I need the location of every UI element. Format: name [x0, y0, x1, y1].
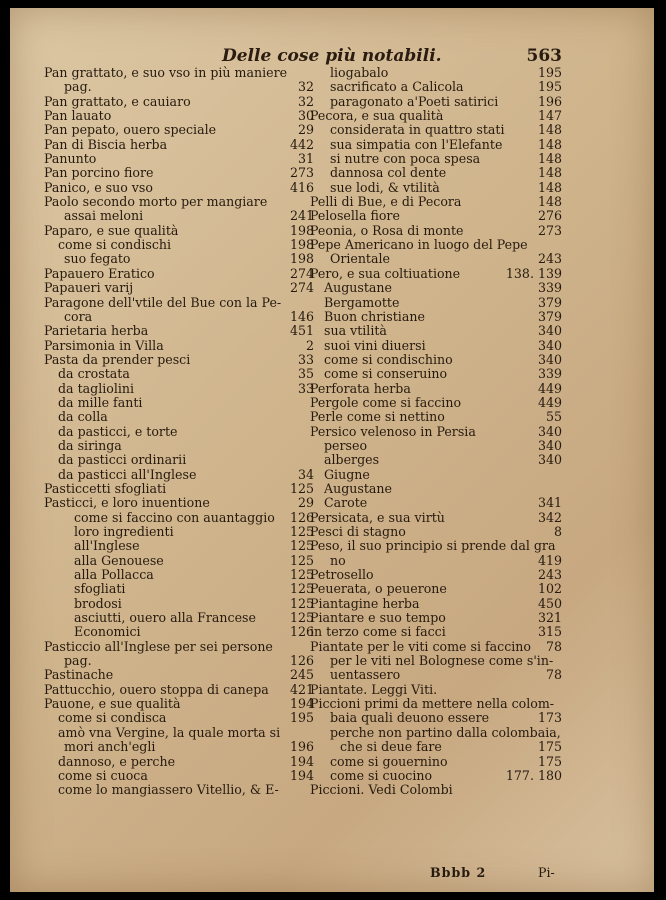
entry-page-ref: 125: [289, 524, 314, 539]
entry-text: alla Genouese: [74, 552, 164, 568]
index-entry: [44, 252, 314, 266]
entry-page-ref: 340: [537, 337, 562, 353]
entry-page-ref: 196: [537, 93, 562, 109]
index-entry: [310, 568, 562, 582]
entry-page-ref: 340: [537, 452, 562, 468]
entry-page-ref: 273: [289, 165, 314, 181]
index-entry: [310, 654, 562, 668]
index-entry: [44, 382, 314, 396]
index-entry: [44, 482, 314, 496]
entry-text: per le viti nel Bolognese come s'in-: [330, 653, 554, 669]
entry-page-ref: 148: [537, 136, 562, 152]
entry-text: pag.: [64, 653, 92, 669]
entry-text: da crostata: [58, 366, 130, 382]
index-entry: [44, 726, 314, 740]
entry-page-ref: 195: [537, 65, 562, 80]
entry-page-ref: 125: [289, 595, 314, 611]
entry-text: Augustane: [324, 280, 392, 296]
index-entry: [44, 640, 314, 654]
entry-page-ref: 196: [289, 739, 314, 755]
index-entry: [44, 66, 314, 80]
entry-page-ref: 78: [545, 638, 562, 654]
index-entry: [44, 152, 314, 166]
index-entry: [310, 711, 562, 725]
index-entry: [310, 238, 562, 252]
entry-text: Persico velenoso in Persia: [310, 423, 476, 439]
entry-page-ref: 78: [545, 667, 562, 683]
index-entry: [44, 783, 314, 797]
index-entry: [44, 367, 314, 381]
index-entry: [44, 95, 314, 109]
entry-text: Piccioni primi da mettere nella colom-: [310, 696, 555, 712]
index-entry: [310, 539, 562, 553]
index-entry: [310, 367, 562, 381]
entry-page-ref: 379: [537, 294, 562, 310]
entry-text: da siringa: [58, 437, 122, 453]
entry-text: considerata in quattro stati: [330, 122, 505, 138]
index-entry: [310, 195, 562, 209]
index-entry: [310, 382, 562, 396]
entry-text: Orientale: [330, 251, 390, 267]
index-entry: [310, 66, 562, 80]
entry-page-ref: 421: [289, 681, 314, 697]
entry-text: pag.: [64, 79, 92, 95]
entry-text: Pelli di Bue, e di Pecora: [310, 194, 462, 210]
index-entry: [44, 109, 314, 123]
entry-text: Paragone dell'vtile del Bue con la Pe-: [44, 294, 282, 310]
entry-text: Paparo, e sue qualità: [44, 222, 179, 238]
index-entry: [44, 439, 314, 453]
entry-text: brodosi: [74, 595, 122, 611]
signature-mark: Bbbb 2: [430, 865, 487, 880]
entry-text: mori anch'egli: [64, 739, 156, 755]
index-entry: [44, 396, 314, 410]
entry-page-ref: 177. 180: [505, 767, 562, 783]
page-number: 563: [526, 46, 562, 66]
entry-text: come si gouernino: [330, 753, 448, 769]
entry-text: come si condischino: [324, 351, 453, 367]
catchword: Pi-: [538, 865, 555, 880]
index-entry: [310, 281, 562, 295]
entry-text: Pattucchio, ouero stoppa di canepa: [44, 681, 269, 697]
entry-text: come si cuocino: [330, 767, 433, 783]
index-entry: [310, 668, 562, 682]
entry-page-ref: 416: [289, 179, 314, 195]
entry-page-ref: 126: [289, 624, 314, 640]
entry-page-ref: 102: [537, 581, 562, 597]
entry-text: paragonato a'Poeti satirici: [330, 93, 499, 109]
entry-text: Peso, il suo principio si prende dal gra: [310, 538, 556, 554]
index-entry: [310, 425, 562, 439]
index-entry: [310, 496, 562, 510]
entry-page-ref: 125: [289, 538, 314, 554]
entry-page-ref: 30: [297, 108, 314, 124]
index-entry: [44, 525, 314, 539]
index-column-left: [44, 66, 314, 798]
index-entry: [44, 611, 314, 625]
index-entry: [310, 80, 562, 94]
entry-text: Pero, e sua coltiuatione: [310, 265, 461, 281]
entry-page-ref: 125: [289, 581, 314, 597]
entry-page-ref: 194: [289, 767, 314, 783]
entry-page-ref: 274: [289, 280, 314, 296]
entry-text: assai meloni: [64, 208, 144, 224]
entry-text: Pergole come si faccino: [310, 394, 462, 410]
entry-page-ref: 29: [297, 122, 314, 138]
entry-page-ref: 194: [289, 696, 314, 712]
entry-page-ref: 33: [297, 351, 314, 367]
index-entry: [44, 410, 314, 424]
entry-page-ref: 198: [289, 222, 314, 238]
index-entry: [310, 755, 562, 769]
entry-text: suoi vini diuersi: [324, 337, 426, 353]
entry-text: suo fegato: [64, 251, 131, 267]
entry-text: si nutre con poca spesa: [330, 151, 481, 167]
index-entry: [44, 683, 314, 697]
entry-page-ref: 32: [297, 79, 314, 95]
entry-page-ref: 450: [537, 595, 562, 611]
index-entry: [310, 138, 562, 152]
index-entry: [310, 640, 562, 654]
entry-page-ref: 198: [289, 237, 314, 253]
entry-text: amò vna Vergine, la quale morta si: [58, 724, 281, 740]
index-entry: [44, 238, 314, 252]
entry-page-ref: 35: [297, 366, 314, 382]
entry-text: come si cuoca: [58, 767, 148, 783]
entry-text: Piccioni. Vedi Colombi: [310, 782, 453, 798]
entry-page-ref: 34: [297, 466, 314, 482]
entry-text: Panunto: [44, 151, 97, 167]
index-entry: [44, 281, 314, 295]
entry-page-ref: 340: [537, 437, 562, 453]
index-entry: [44, 224, 314, 238]
index-entry: [44, 668, 314, 682]
entry-page-ref: 273: [537, 222, 562, 238]
index-entry: [44, 582, 314, 596]
entry-page-ref: 32: [297, 93, 314, 109]
index-entry: [44, 209, 314, 223]
entry-page-ref: 194: [289, 753, 314, 769]
index-entry: [310, 109, 562, 123]
index-entry: [44, 195, 314, 209]
entry-text: Giugne: [324, 466, 370, 482]
entry-text: Pepe Americano in luogo del Pepe: [310, 237, 528, 253]
index-entry: [310, 209, 562, 223]
index-entry: [310, 525, 562, 539]
index-entry: [44, 353, 314, 367]
index-entry: [310, 439, 562, 453]
entry-page-ref: 125: [289, 552, 314, 568]
index-entry: [310, 582, 562, 596]
entry-text: uentassero: [330, 667, 401, 683]
index-entry: [44, 755, 314, 769]
entry-text: sua vtilità: [324, 323, 387, 339]
index-entry: [310, 267, 562, 281]
entry-page-ref: 125: [289, 480, 314, 496]
entry-page-ref: 245: [289, 667, 314, 683]
index-entry: [310, 453, 562, 467]
entry-page-ref: 451: [289, 323, 314, 339]
entry-text: Pauone, e sue qualità: [44, 696, 181, 712]
index-entry: [44, 625, 314, 639]
entry-text: Pan grattato, e suo vso in più maniere: [44, 65, 288, 80]
entry-text: Piantate. Leggi Viti.: [310, 681, 438, 697]
index-entry: [44, 425, 314, 439]
index-entry: [310, 95, 562, 109]
entry-page-ref: 241: [289, 208, 314, 224]
entry-page-ref: 276: [537, 208, 562, 224]
entry-text: come si condisca: [58, 710, 167, 726]
entry-text: alla Pollacca: [74, 567, 154, 583]
entry-text: da pasticci, e torte: [58, 423, 178, 439]
index-entry: [310, 697, 562, 711]
entry-text: Augustane: [324, 480, 392, 496]
index-entry: [310, 224, 562, 238]
entry-text: loro ingredienti: [74, 524, 174, 539]
entry-text: Pasticcio all'Inglese per sei persone: [44, 638, 273, 654]
entry-page-ref: 138. 139: [505, 265, 562, 281]
entry-text: Parsimonia in Villa: [44, 337, 164, 353]
entry-page-ref: 125: [289, 610, 314, 626]
index-entry: [310, 310, 562, 324]
entry-text: Pan porcino fiore: [44, 165, 154, 181]
entry-text: Peonia, o Rosa di monte: [310, 222, 464, 238]
entry-text: Papaueri varij: [44, 280, 134, 296]
entry-page-ref: 442: [289, 136, 314, 152]
entry-text: da pasticci ordinarii: [58, 452, 187, 468]
entry-page-ref: 146: [289, 308, 314, 324]
index-entry: [44, 339, 314, 353]
index-entry: [310, 597, 562, 611]
entry-text: dannosa col dente: [330, 165, 447, 181]
entry-text: da tagliolini: [58, 380, 135, 396]
index-entry: [44, 181, 314, 195]
index-entry: [44, 539, 314, 553]
entry-text: Economici: [74, 624, 141, 640]
index-entry: [44, 453, 314, 467]
entry-page-ref: 449: [537, 380, 562, 396]
entry-text: cora: [64, 308, 93, 324]
entry-page-ref: 339: [537, 280, 562, 296]
entry-text: Pasticci, e loro inuentione: [44, 495, 210, 511]
entry-text: Petrosello: [310, 567, 374, 583]
entry-page-ref: 379: [537, 308, 562, 324]
entry-page-ref: 340: [537, 351, 562, 367]
entry-page-ref: 419: [537, 552, 562, 568]
entry-text: Pan lauato: [44, 108, 112, 124]
index-entry: [44, 468, 314, 482]
entry-page-ref: 126: [289, 509, 314, 525]
entry-text: Pasta da prender pesci: [44, 351, 191, 367]
entry-page-ref: 33: [297, 380, 314, 396]
index-entry: [44, 511, 314, 525]
index-entry: [310, 468, 562, 482]
index-entry: [44, 80, 314, 94]
entry-page-ref: 198: [289, 251, 314, 267]
index-entry: [310, 396, 562, 410]
entry-page-ref: 2: [305, 337, 314, 353]
entry-text: perseo: [324, 437, 368, 453]
entry-text: come si faccino con auantaggio: [74, 509, 275, 525]
entry-text: come lo mangiassero Vitellio, & E-: [58, 782, 279, 798]
entry-page-ref: 29: [297, 495, 314, 511]
index-entry: [310, 511, 562, 525]
index-entry: [310, 482, 562, 496]
entry-page-ref: 126: [289, 653, 314, 669]
entry-page-ref: 55: [545, 409, 562, 425]
index-entry: [310, 252, 562, 266]
entry-text: Paolo secondo morto per mangiare: [44, 194, 268, 210]
entry-text: baia quali deuono essere: [330, 710, 490, 726]
index-entry: [310, 166, 562, 180]
entry-text: dannoso, e perche: [58, 753, 176, 769]
entry-page-ref: 195: [537, 79, 562, 95]
entry-text: Perle come si nettino: [310, 409, 445, 425]
entry-text: alberges: [324, 452, 380, 468]
index-entry: [310, 123, 562, 137]
index-entry: [44, 166, 314, 180]
entry-text: Carote: [324, 495, 368, 511]
entry-text: Persicata, e sua virtù: [310, 509, 445, 525]
entry-text: che si deue fare: [340, 739, 442, 755]
entry-page-ref: 339: [537, 366, 562, 382]
entry-text: Pan grattato, e cauiaro: [44, 93, 191, 109]
index-entry: [44, 138, 314, 152]
index-entry: [44, 310, 314, 324]
entry-text: Pan pepato, ouero speciale: [44, 122, 217, 138]
entry-text: all'Inglese: [74, 538, 140, 554]
entry-page-ref: 243: [537, 251, 562, 267]
index-entry: [44, 568, 314, 582]
entry-text: Papauero Eratico: [44, 265, 155, 281]
entry-page-ref: 173: [537, 710, 562, 726]
entry-page-ref: 274: [289, 265, 314, 281]
entry-text: Parietaria herba: [44, 323, 149, 339]
index-entry: [44, 697, 314, 711]
entry-text: Peuerata, o peuerone: [310, 581, 447, 597]
entry-page-ref: 148: [537, 122, 562, 138]
index-entry: [310, 769, 562, 783]
entry-page-ref: 125: [289, 567, 314, 583]
entry-text: Pasticcetti sfogliati: [44, 480, 167, 496]
entry-text: sfogliati: [74, 581, 126, 597]
entry-text: da colla: [58, 409, 108, 425]
entry-page-ref: 243: [537, 567, 562, 583]
entry-text: Buon christiane: [324, 308, 425, 324]
entry-text: Pesci di stagno: [310, 524, 406, 539]
index-entry: [44, 296, 314, 310]
index-entry: [310, 611, 562, 625]
entry-text: sue lodi, & vtilità: [330, 179, 440, 195]
entry-page-ref: 341: [537, 495, 562, 511]
entry-text: da mille fanti: [58, 394, 143, 410]
entry-page-ref: 175: [537, 739, 562, 755]
entry-page-ref: 147: [537, 108, 562, 124]
index-entry: [310, 181, 562, 195]
entry-text: in terzo come si facci: [310, 624, 446, 640]
running-title: Delle cose più notabili.: [222, 46, 442, 66]
entry-text: no: [330, 552, 346, 568]
entry-text: asciutti, ouero alla Francese: [74, 610, 256, 626]
index-entry: [310, 740, 562, 754]
entry-text: sacrificato a Calicola: [330, 79, 464, 95]
index-entry: [44, 769, 314, 783]
entry-page-ref: 8: [553, 524, 562, 539]
index-entry: [44, 496, 314, 510]
entry-page-ref: 195: [289, 710, 314, 726]
entry-page-ref: 315: [537, 624, 562, 640]
entry-text: Bergamotte: [324, 294, 400, 310]
index-entry: [310, 324, 562, 338]
index-entry: [310, 339, 562, 353]
entry-text: liogabalo: [330, 65, 389, 80]
index-entry: [44, 654, 314, 668]
entry-page-ref: 449: [537, 394, 562, 410]
index-entry: [44, 554, 314, 568]
entry-text: Perforata herba: [310, 380, 411, 396]
entry-page-ref: 148: [537, 179, 562, 195]
index-entry: [310, 554, 562, 568]
entry-text: Pecora, e sua qualità: [310, 108, 444, 124]
index-entry: [44, 597, 314, 611]
index-entry: [310, 726, 562, 740]
index-entry: [44, 740, 314, 754]
entry-text: come si condischi: [58, 237, 172, 253]
entry-page-ref: 148: [537, 194, 562, 210]
index-entry: [310, 353, 562, 367]
index-column-right: [310, 66, 562, 798]
index-entry: [310, 410, 562, 424]
entry-text: Pelosella fiore: [310, 208, 400, 224]
entry-page-ref: 321: [537, 610, 562, 626]
entry-text: sua simpatia con l'Elefante: [330, 136, 503, 152]
index-entry: [44, 123, 314, 137]
entry-page-ref: 340: [537, 423, 562, 439]
entry-text: Piantare e suo tempo: [310, 610, 446, 626]
index-entry: [44, 324, 314, 338]
entry-text: Piantagine herba: [310, 595, 420, 611]
entry-text: Panico, e suo vso: [44, 179, 153, 195]
entry-text: perche non partino dalla colombaia,: [330, 724, 561, 740]
entry-page-ref: 175: [537, 753, 562, 769]
index-entry: [44, 267, 314, 281]
entry-page-ref: 340: [537, 323, 562, 339]
index-entry: [310, 625, 562, 639]
book-page: [10, 8, 654, 892]
index-entry: [310, 296, 562, 310]
entry-text: da pasticci all'Inglese: [58, 466, 197, 482]
index-entry: [310, 783, 562, 797]
entry-text: Piantate per le viti come si faccino: [310, 638, 531, 654]
entry-text: Pan di Biscia herba: [44, 136, 168, 152]
index-entry: [310, 683, 562, 697]
index-entry: [310, 152, 562, 166]
index-entry: [44, 711, 314, 725]
entry-text: Pastinache: [44, 667, 114, 683]
entry-page-ref: 148: [537, 165, 562, 181]
entry-page-ref: 148: [537, 151, 562, 167]
entry-page-ref: 342: [537, 509, 562, 525]
entry-text: come si conseruino: [324, 366, 448, 382]
entry-page-ref: 31: [297, 151, 314, 167]
